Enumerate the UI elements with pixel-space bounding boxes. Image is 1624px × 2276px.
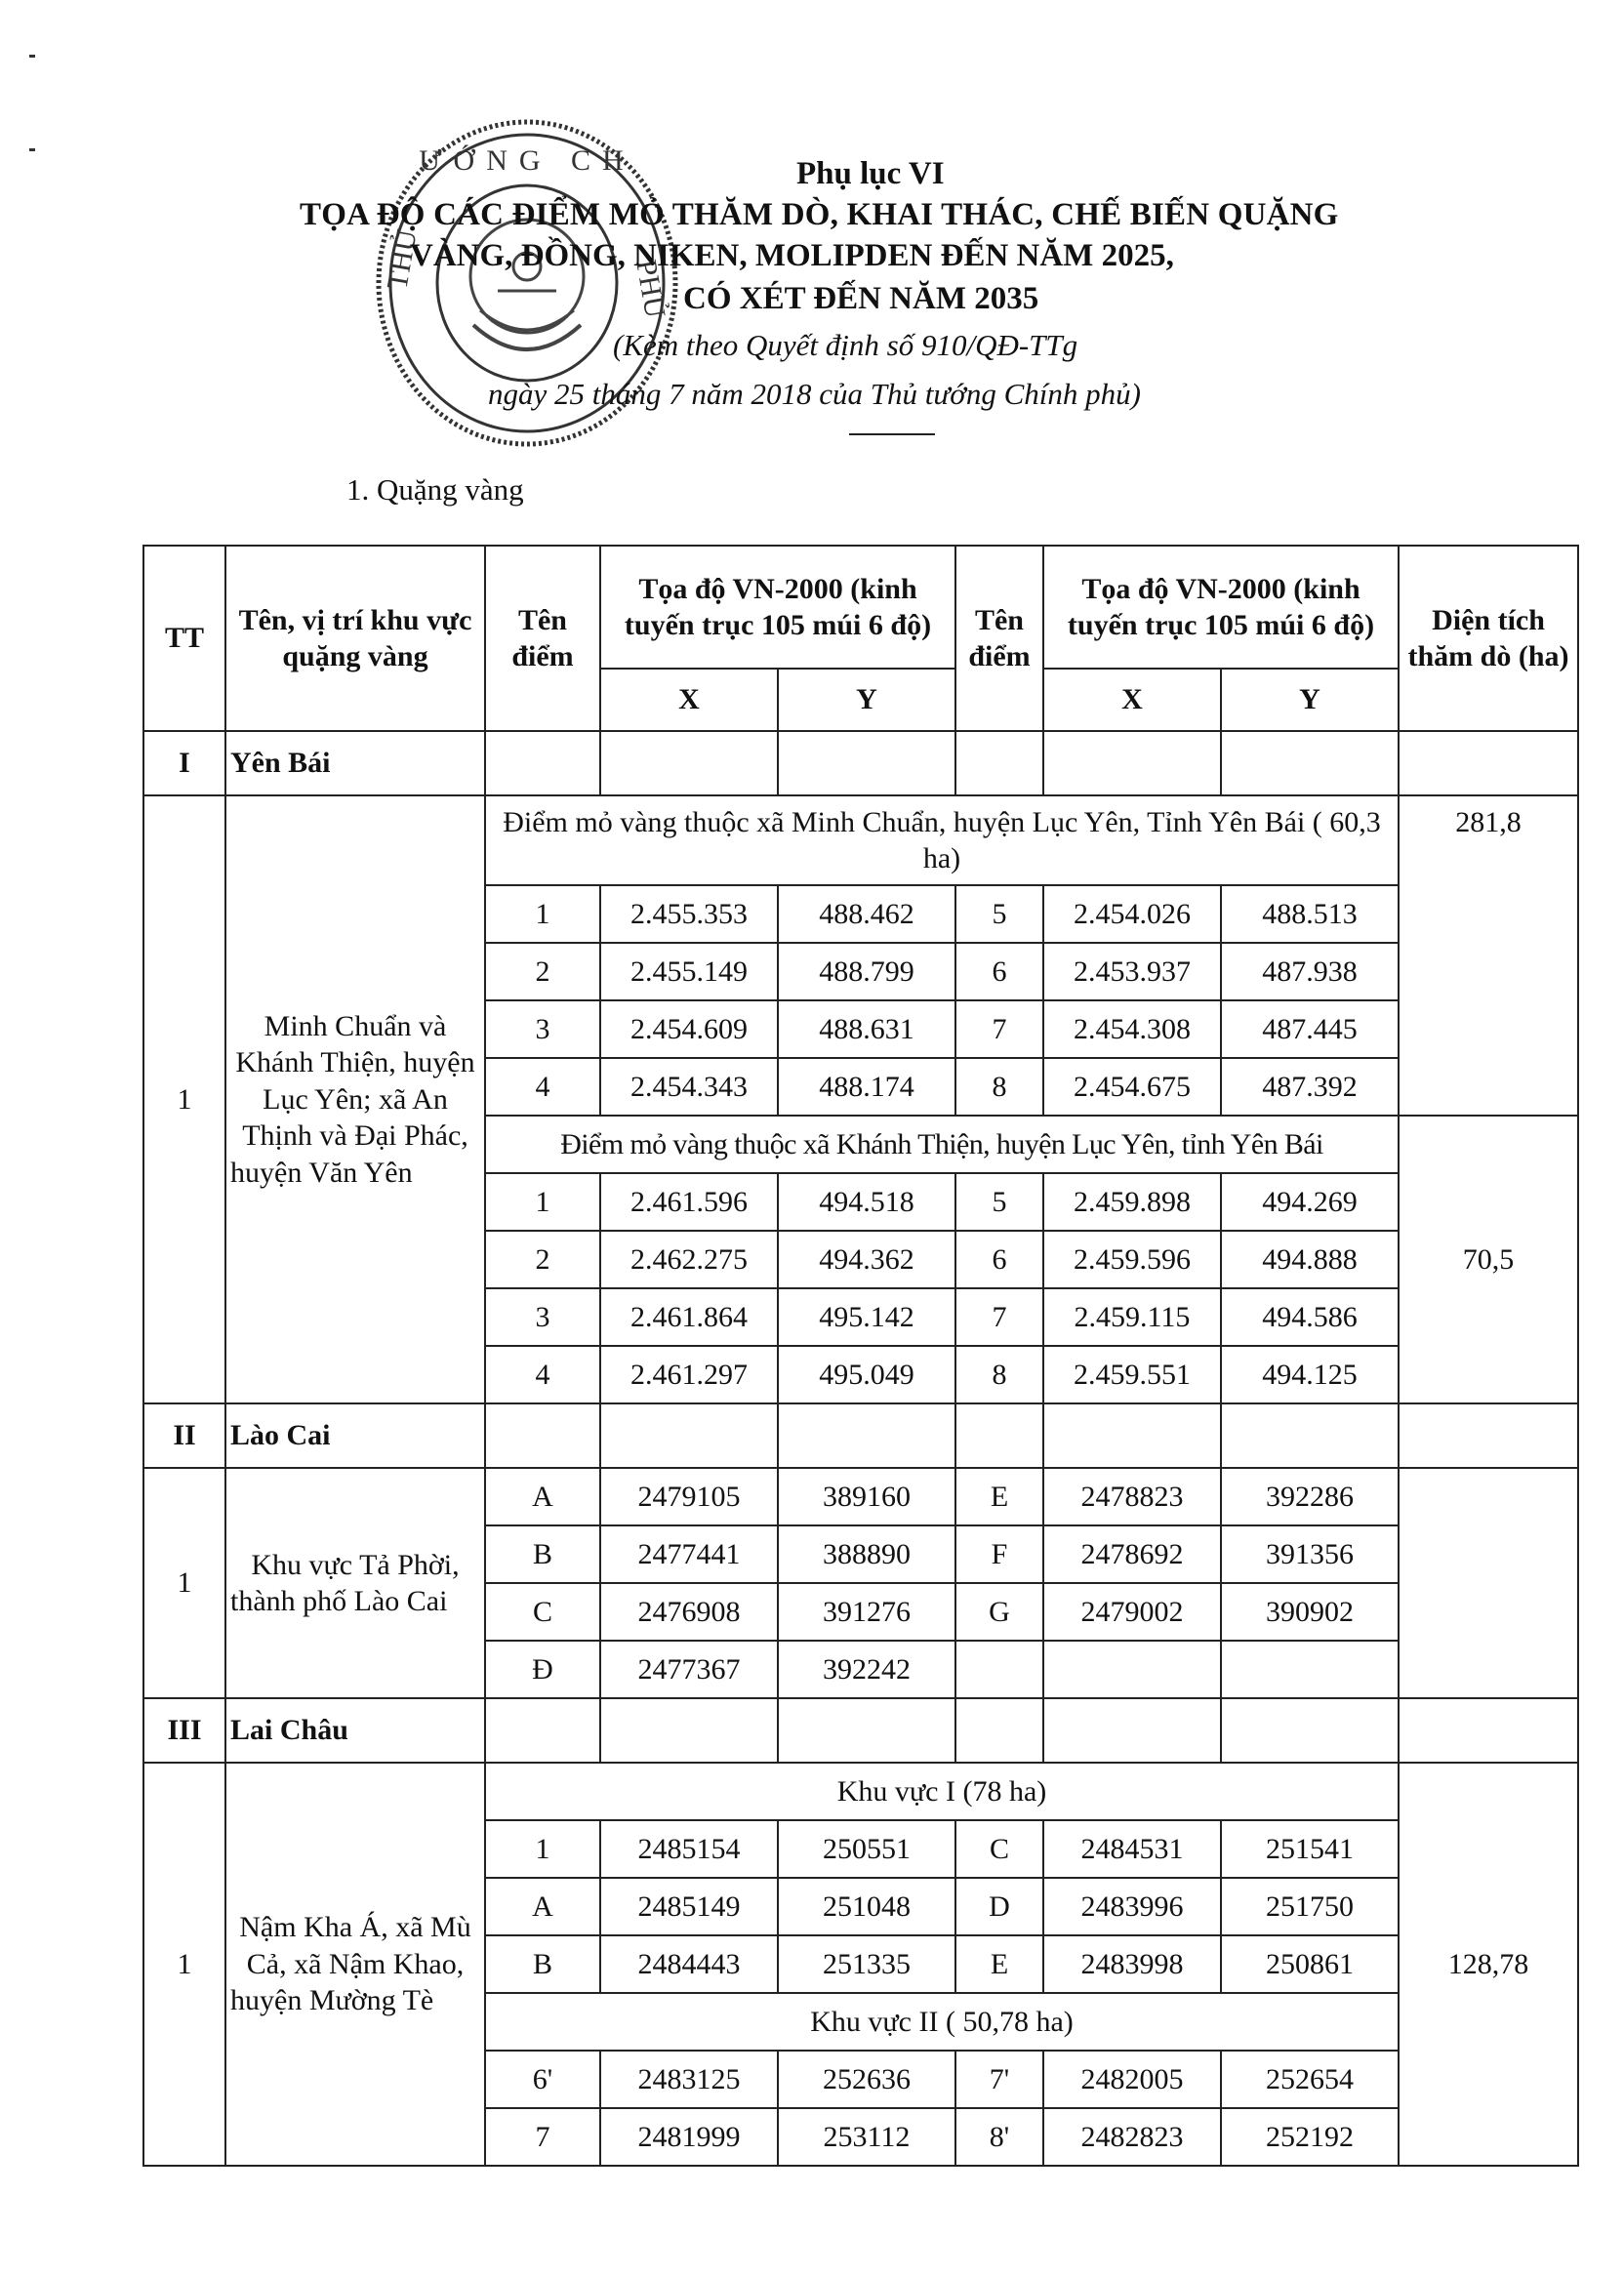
area-tt: 1 [143, 795, 225, 1403]
table-cell: 251541 [1221, 1820, 1399, 1878]
table-cell: 2482005 [1043, 2051, 1221, 2108]
area-name: Minh Chuẩn và Khánh Thiện, huyện Lục Yên; xã An Thịnh và Đại Phác, huyện Văn Yên [225, 795, 485, 1403]
table-cell: 488.631 [778, 1000, 955, 1058]
table-cell: 8 [955, 1058, 1043, 1116]
header-point-name: Tên điểm [485, 546, 600, 731]
table-cell: 487.445 [1221, 1000, 1399, 1058]
table-cell: 250551 [778, 1820, 955, 1878]
table-cell [955, 1641, 1043, 1698]
title-line-3: CÓ XÉT ĐẾN NĂM 2035 [683, 281, 1039, 316]
table-cell: 2483996 [1043, 1878, 1221, 1935]
subarea-row [143, 795, 1578, 885]
table-cell: 2.459.898 [1043, 1173, 1221, 1231]
table-cell: 488.799 [778, 943, 955, 1000]
subarea-label: Điểm mỏ vàng thuộc xã Minh Chuẩn, huyện Lục Yên, Tỉnh Yên Bái ( 60,3 ha) [485, 795, 1399, 885]
province-roman: III [143, 1698, 225, 1763]
province-row [143, 1698, 1578, 1763]
header-y-2: Y [1221, 669, 1399, 731]
table-cell: 494.586 [1221, 1288, 1399, 1346]
subtitle-line-2: ngày 25 tháng 7 năm 2018 của Thủ tướng Chính phủ) [488, 377, 1141, 411]
table-cell: 2.454.308 [1043, 1000, 1221, 1058]
table-cell: 495.049 [778, 1346, 955, 1403]
subarea-label: Khu vực II ( 50,78 ha) [485, 1993, 1399, 2051]
table-cell: 8' [955, 2108, 1043, 2166]
header-exploration-area: Diện tích thăm dò (ha) [1399, 546, 1578, 731]
table-cell: 2.455.353 [600, 885, 778, 943]
table-cell: 488.462 [778, 885, 955, 943]
province-roman: I [143, 731, 225, 795]
table-cell: 4 [485, 1346, 600, 1403]
table-cell: 6 [955, 1231, 1043, 1288]
province-roman: II [143, 1403, 225, 1468]
table-cell: 390902 [1221, 1583, 1399, 1641]
header-x-2: X [1043, 669, 1221, 731]
header-y: Y [778, 669, 955, 731]
table-cell [1043, 1641, 1221, 1698]
table-cell: 2 [485, 1231, 600, 1288]
table-cell: 2484443 [600, 1935, 778, 1993]
province-name: Lai Châu [225, 1698, 485, 1763]
table-cell: 250861 [1221, 1935, 1399, 1993]
table-cell: 2483998 [1043, 1935, 1221, 1993]
table-cell: 2478692 [1043, 1525, 1221, 1583]
svg-text:THỦ: THỦ [381, 226, 424, 293]
header-area-name: Tên, vị trí khu vực quặng vàng [225, 546, 485, 731]
table-cell: 4 [485, 1058, 600, 1116]
table-cell: A [485, 1878, 600, 1935]
table-cell: 494.269 [1221, 1173, 1399, 1231]
table-cell: 494.518 [778, 1173, 955, 1231]
area-tt: 1 [143, 1763, 225, 2166]
table-cell: 5 [955, 885, 1043, 943]
table-cell: 2479105 [600, 1468, 778, 1525]
header-coordinates-2: Tọa độ VN-2000 (kinh tuyến trục 105 múi 6 độ) [1043, 546, 1399, 669]
table-cell: 391356 [1221, 1525, 1399, 1583]
table-cell: 2477367 [600, 1641, 778, 1698]
table-cell: 2477441 [600, 1525, 778, 1583]
table-cell: B [485, 1935, 600, 1993]
table-cell: 2484531 [1043, 1820, 1221, 1878]
table-cell: 487.938 [1221, 943, 1399, 1000]
table-cell: 251750 [1221, 1878, 1399, 1935]
table-cell: E [955, 1468, 1043, 1525]
table-cell: 389160 [778, 1468, 955, 1525]
table-cell: 2.461.864 [600, 1288, 778, 1346]
svg-text:ƯỚNG CH: ƯỚNG CH [419, 144, 635, 177]
table-cell: 2.453.937 [1043, 943, 1221, 1000]
table-cell: 2481999 [600, 2108, 778, 2166]
table-row [143, 1468, 1578, 1525]
table-cell: 495.142 [778, 1288, 955, 1346]
header-coordinates: Tọa độ VN-2000 (kinh tuyến trục 105 múi 6 độ) [600, 546, 955, 669]
table-cell: C [485, 1583, 600, 1641]
table-cell: 2478823 [1043, 1468, 1221, 1525]
table-cell: 3 [485, 1000, 600, 1058]
table-cell: 487.392 [1221, 1058, 1399, 1116]
table-cell: E [955, 1935, 1043, 1993]
table-cell: 252636 [778, 2051, 955, 2108]
table-cell: 2.462.275 [600, 1231, 778, 1288]
province-name: Yên Bái [225, 731, 485, 795]
table-cell: 1 [485, 1820, 600, 1878]
section-title: 1. Quặng vàng [346, 472, 524, 507]
table-cell: 2.454.343 [600, 1058, 778, 1116]
table-cell: 2.454.609 [600, 1000, 778, 1058]
table-cell [1221, 1641, 1399, 1698]
table-cell: 494.125 [1221, 1346, 1399, 1403]
table-cell: D [955, 1878, 1043, 1935]
table-cell: 252192 [1221, 2108, 1399, 2166]
area-name: Khu vực Tả Phời, thành phố Lào Cai [225, 1468, 485, 1698]
table-cell: 3 [485, 1288, 600, 1346]
table-cell: 2.459.596 [1043, 1231, 1221, 1288]
header-divider [849, 433, 935, 435]
table-cell: B [485, 1525, 600, 1583]
table-cell: 7' [955, 2051, 1043, 2108]
table-cell: 392286 [1221, 1468, 1399, 1525]
table-cell: 252654 [1221, 2051, 1399, 2108]
table-cell: 6 [955, 943, 1043, 1000]
table-cell: 251048 [778, 1878, 955, 1935]
header-tt: TT [143, 546, 225, 731]
header-point-name-2: Tên điểm [955, 546, 1043, 731]
table-cell: 6' [485, 2051, 600, 2108]
table-cell: 1 [485, 1173, 600, 1231]
table-cell: 2.455.149 [600, 943, 778, 1000]
subarea-label: Khu vực I (78 ha) [485, 1763, 1399, 1820]
province-row [143, 1403, 1578, 1468]
table-cell: 494.362 [778, 1231, 955, 1288]
exploration-area [1399, 1468, 1578, 1698]
subarea-label: Điểm mỏ vàng thuộc xã Khánh Thiện, huyện Lục Yên, tỉnh Yên Bái [485, 1116, 1399, 1173]
table-cell: 2.459.551 [1043, 1346, 1221, 1403]
margin-mark [29, 148, 35, 151]
table-cell: 2485149 [600, 1878, 778, 1935]
province-name: Lào Cai [225, 1403, 485, 1468]
table-cell: 251335 [778, 1935, 955, 1993]
province-row [143, 731, 1578, 795]
exploration-area: 70,5 [1399, 1116, 1578, 1403]
table-cell: 7 [485, 2108, 600, 2166]
table-cell: 392242 [778, 1641, 955, 1698]
table-cell: 1 [485, 885, 600, 943]
table-cell: 488.174 [778, 1058, 955, 1116]
table-cell: 7 [955, 1000, 1043, 1058]
table-cell: 7 [955, 1288, 1043, 1346]
table-cell: 388890 [778, 1525, 955, 1583]
table-cell: 391276 [778, 1583, 955, 1641]
table-cell: 2.454.675 [1043, 1058, 1221, 1116]
table-cell: 2485154 [600, 1820, 778, 1878]
coordinates-table [142, 545, 1579, 2167]
exploration-area: 281,8 [1399, 795, 1578, 1116]
subtitle-line-1: (Kèm theo Quyết định số 910/QĐ-TTg [613, 328, 1078, 362]
svg-text:PHỦ: PHỦ [629, 257, 672, 321]
table-cell: 2.461.596 [600, 1173, 778, 1231]
exploration-area: 128,78 [1399, 1763, 1578, 2166]
table-cell: 2.454.026 [1043, 885, 1221, 943]
table-cell: 8 [955, 1346, 1043, 1403]
appendix-label: Phụ lục VI [796, 156, 945, 191]
table-cell: 5 [955, 1173, 1043, 1231]
table-cell: 2483125 [600, 2051, 778, 2108]
table-cell: F [955, 1525, 1043, 1583]
table-cell: 2476908 [600, 1583, 778, 1641]
table-cell: C [955, 1820, 1043, 1878]
area-name: Nậm Kha Á, xã Mù Cả, xã Nậm Khao, huyện Mường Tè [225, 1763, 485, 2166]
area-tt: 1 [143, 1468, 225, 1698]
table-cell: Đ [485, 1641, 600, 1698]
table-cell: 494.888 [1221, 1231, 1399, 1288]
table-cell: 2 [485, 943, 600, 1000]
margin-mark [29, 55, 35, 58]
table-cell: A [485, 1468, 600, 1525]
table-cell: 253112 [778, 2108, 955, 2166]
subarea-row [143, 1763, 1578, 1820]
table-cell: G [955, 1583, 1043, 1641]
table-cell: 2.461.297 [600, 1346, 778, 1403]
table-cell: 2479002 [1043, 1583, 1221, 1641]
table-cell: 2.459.115 [1043, 1288, 1221, 1346]
table-cell: 2482823 [1043, 2108, 1221, 2166]
table-cell: 488.513 [1221, 885, 1399, 943]
title-line-2: VÀNG, ĐỒNG, NIKEN, MOLIPDEN ĐẾN NĂM 2025, [410, 238, 1174, 273]
header-x: X [600, 669, 778, 731]
title-line-1: TỌA ĐỘ CÁC ĐIỂM MỎ THĂM DÒ, KHAI THÁC, CHẾ BIẾN QUẶNG [300, 197, 1339, 232]
